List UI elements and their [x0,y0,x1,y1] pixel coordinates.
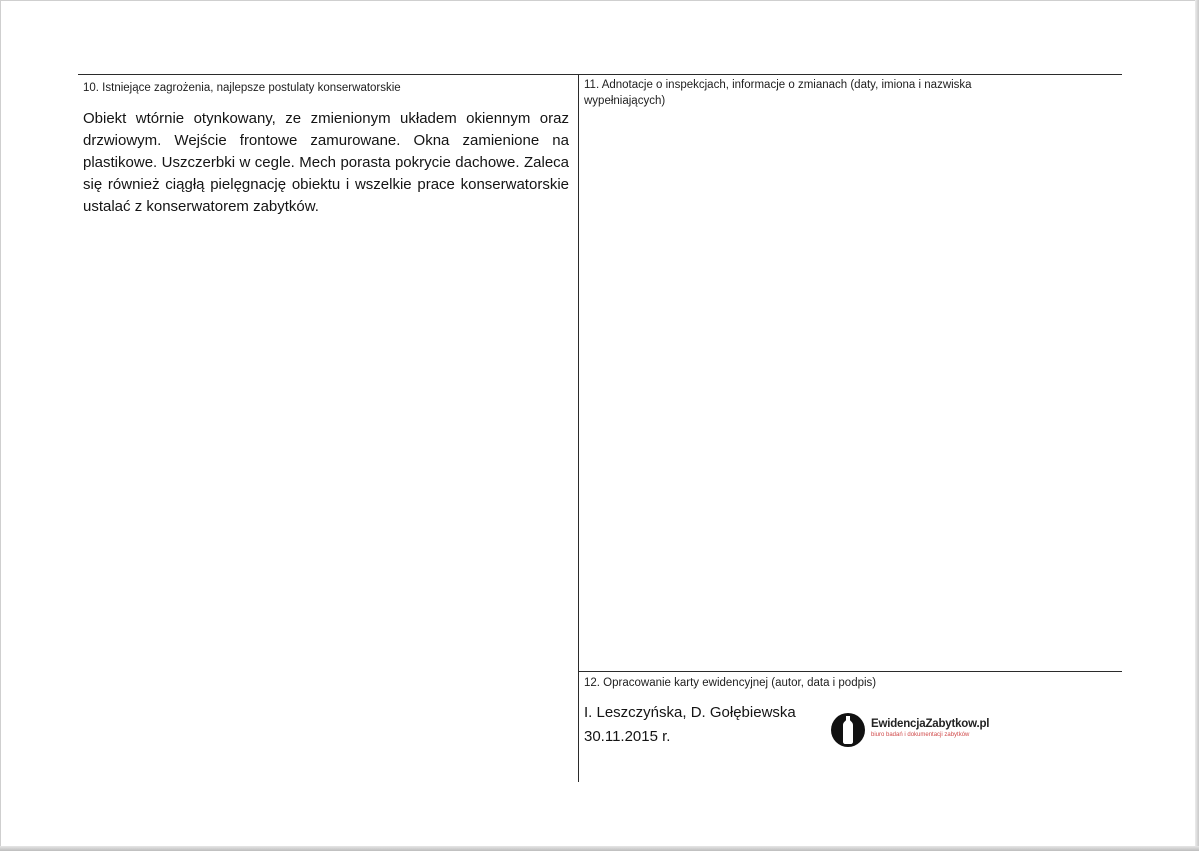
author-date: 30.11.2015 r. [584,728,671,745]
scan-edge-bottom [0,846,1199,851]
company-logo [830,711,1000,749]
top-rule-left [78,74,578,75]
section-12-label: 12. Opracowanie karty ewidencyjnej (autor, data i podpis) [584,677,877,689]
logo-title: EwidencjaZabytkow.pl [871,718,990,730]
logo-subtitle: biuro badań i dokumentacji zabytków [871,732,970,738]
section-12-rule [578,671,1122,672]
scan-edge-right [1195,0,1199,851]
section-11-label: 11. Adnotacje o inspekcjach, informacje o zmianach (daty, imiona i nazwiska wypełniających) [584,79,972,107]
section-10-body: Obiekt wtórnie otynkowany, ze zmienionym układem okiennym oraz drzwiowym. Wejście frontowe zamurowane. Okna zamienione na plastikowe. Uszczerbki w cegle. Mech porasta pokrycie dachowe. Zaleca się również ciągłą pielęgnację obiektu i wszelkie prace konserwatorskie ustalać z konserwatorem zabytków. [83,110,569,215]
bottle-silhouette-icon [830,711,866,749]
author-names: I. Leszczyńska, D. Gołębiewska [584,704,796,721]
section-10-label: 10. Istniejące zagrożenia, najlepsze postulaty konserwatorskie [83,82,401,94]
column-divider [578,74,579,782]
top-rule-right [578,74,1122,75]
